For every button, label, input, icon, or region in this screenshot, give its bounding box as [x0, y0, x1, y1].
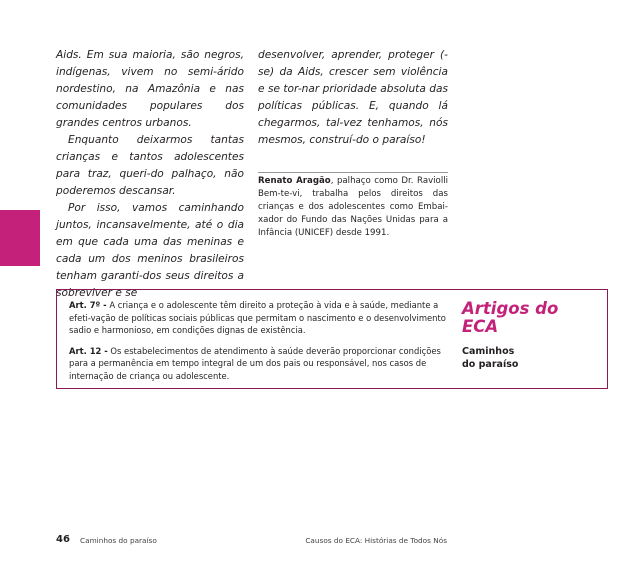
article-7 [69, 299, 457, 337]
article-12 [69, 345, 457, 383]
left-text-column [56, 47, 244, 302]
middle-text-column [258, 47, 448, 149]
box-subtitle-line: do paraíso [462, 358, 519, 370]
divider [258, 172, 448, 173]
section-tab-marker [0, 210, 40, 266]
article-label: Art. 7º - [69, 300, 107, 310]
page-footer [56, 535, 608, 549]
box-subtitle [462, 346, 602, 371]
articles-list [69, 299, 457, 390]
article-text: Os estabelecimentos de atendimento à saúde deverão proporcionar condições para a permanência em tempo integral de um dos pais ou responsável, nos casos de internação de criança ou adolescente. [69, 345, 441, 381]
box-subtitle-line: Caminhos [462, 346, 515, 357]
article-text: A criança e o adolescente têm direito a proteção à vida e à saúde, mediante a efeti-vação de políticas sociais públicas que permitam o nascimento e o desenvolvimento sadio e harmonioso, em condições dignas de existência. [69, 300, 446, 335]
box-title-line: ECA [462, 317, 499, 336]
author-bio-text: , palhaço como Dr. Raviolli Bem-te-vi, trabalha pelos direitos das crianças e dos adolescentes como Embai-xador do Fundo das Nações Unidas para a Infância (UNICEF) desde 1991. [258, 176, 448, 238]
page-number: 46 [56, 534, 70, 545]
author-bio [258, 175, 448, 240]
paragraph: desenvolver, aprender, proteger (-se) da Aids, crescer sem violência e se tor-nar prioridade absoluta das políticas públicas. E, quando lá chegarmos, tal-vez tenhamos, nós mesmos, construí-do o paraíso! [258, 49, 448, 146]
paragraph: Por isso, vamos caminhando juntos, incansavelmente, até o dia em que cada uma das meninas e cada um dos meninos brasileiros tenham garanti-dos seus direitos a sobreviver e se [56, 202, 244, 299]
eca-articles-box [56, 289, 608, 389]
box-sidebar [462, 300, 602, 371]
paragraph: Enquanto deixarmos tantas crianças e tantos adolescentes para traz, queri-do palhaço, não poderemos descansar. [56, 134, 244, 197]
paragraph: Aids. Em sua maioria, são negros, indígenas, vivem no semi-árido nordestino, na Amazônia e nas comunidades populares dos grandes centros urbanos. [56, 49, 244, 129]
author-name: Renato Aragão [258, 176, 331, 186]
article-label: Art. 12 - [69, 345, 108, 356]
footer-book-title: Causos do ECA: Histórias de Todos Nós [305, 536, 447, 545]
footer-section-title: Caminhos do paraíso [80, 536, 157, 545]
box-title [462, 300, 602, 336]
box-title-line: Artigos do [462, 299, 559, 318]
